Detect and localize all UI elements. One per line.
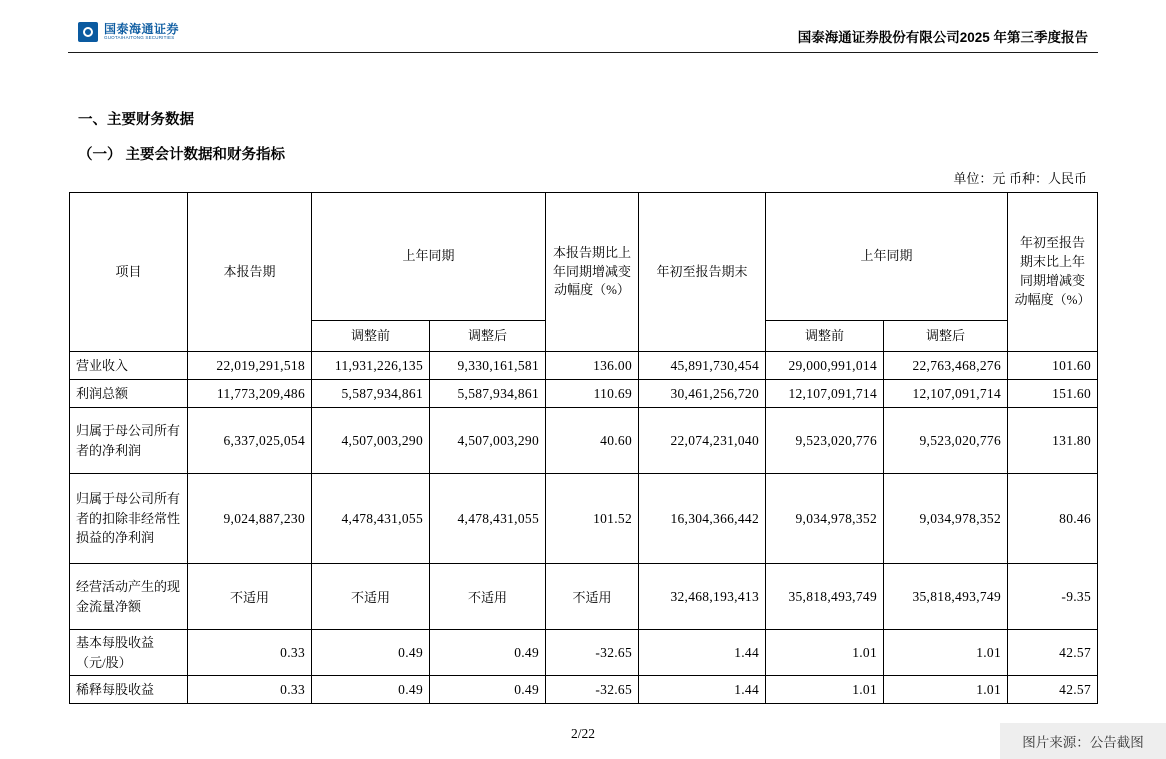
cell-change-quarter: 110.69 <box>546 380 639 408</box>
logo-mark-icon <box>78 22 98 42</box>
company-logo <box>78 22 179 42</box>
cell-prior-ytd-before-adj: 29,000,991,014 <box>766 352 884 380</box>
row-label: 基本每股收益（元/股） <box>70 630 188 676</box>
cell-prior-ytd-before-adj: 1.01 <box>766 676 884 704</box>
col-subheader-after-adjustment-2: 调整后 <box>884 321 1008 352</box>
cell-prior-after-adj: 9,330,161,581 <box>430 352 546 380</box>
table-row <box>70 352 1098 380</box>
cell-prior-after-adj: 4,507,003,290 <box>430 408 546 474</box>
cell-prior-ytd-after-adj: 9,523,020,776 <box>884 408 1008 474</box>
col-subheader-before-adjustment-2: 调整前 <box>766 321 884 352</box>
cell-prior-after-adj: 不适用 <box>430 564 546 630</box>
cell-current-period: 11,773,209,486 <box>188 380 312 408</box>
cell-prior-ytd-after-adj: 35,818,493,749 <box>884 564 1008 630</box>
cell-prior-before-adj: 0.49 <box>312 676 430 704</box>
cell-prior-before-adj: 11,931,226,135 <box>312 352 430 380</box>
cell-prior-ytd-before-adj: 35,818,493,749 <box>766 564 884 630</box>
cell-ytd: 32,468,193,413 <box>639 564 766 630</box>
col-header-prior-period: 上年同期 <box>312 193 546 321</box>
table-row <box>70 380 1098 408</box>
cell-change-ytd: -9.35 <box>1008 564 1098 630</box>
row-label: 稀释每股收益 <box>70 676 188 704</box>
cell-prior-before-adj: 不适用 <box>312 564 430 630</box>
cell-prior-after-adj: 0.49 <box>430 630 546 676</box>
cell-prior-ytd-after-adj: 12,107,091,714 <box>884 380 1008 408</box>
table-row <box>70 676 1098 704</box>
cell-change-ytd: 42.57 <box>1008 630 1098 676</box>
logo-company-name-cn: 国泰海通证券 <box>104 22 180 37</box>
header-divider <box>68 52 1098 53</box>
subsection-heading: （一） 主要会计数据和财务指标 <box>78 147 286 163</box>
image-source-watermark: 图片来源：公告截图 <box>1000 723 1166 759</box>
logo-text <box>104 23 179 40</box>
table-header-row-main <box>70 193 1098 321</box>
cell-prior-ytd-after-adj: 9,034,978,352 <box>884 474 1008 564</box>
cell-change-ytd: 42.57 <box>1008 676 1098 704</box>
cell-prior-ytd-before-adj: 9,034,978,352 <box>766 474 884 564</box>
col-subheader-before-adjustment: 调整前 <box>312 321 430 352</box>
cell-change-quarter: 40.60 <box>546 408 639 474</box>
cell-ytd: 45,891,730,454 <box>639 352 766 380</box>
col-header-change-quarter: 本报告期比上年同期增减变动幅度（%） <box>546 193 639 352</box>
row-label: 经营活动产生的现金流量净额 <box>70 564 188 630</box>
cell-ytd: 1.44 <box>639 676 766 704</box>
cell-prior-before-adj: 0.49 <box>312 630 430 676</box>
cell-current-period: 不适用 <box>188 564 312 630</box>
cell-current-period: 9,024,887,230 <box>188 474 312 564</box>
financial-data-table <box>69 192 1098 704</box>
table-row <box>70 408 1098 474</box>
cell-prior-ytd-after-adj: 1.01 <box>884 630 1008 676</box>
cell-current-period: 22,019,291,518 <box>188 352 312 380</box>
row-label: 归属于母公司所有者的扣除非经常性损益的净利润 <box>70 474 188 564</box>
cell-change-ytd: 151.60 <box>1008 380 1098 408</box>
cell-current-period: 6,337,025,054 <box>188 408 312 474</box>
table-row <box>70 474 1098 564</box>
cell-change-quarter: -32.65 <box>546 676 639 704</box>
cell-prior-after-adj: 5,587,934,861 <box>430 380 546 408</box>
cell-ytd: 16,304,366,442 <box>639 474 766 564</box>
page-header <box>0 0 1166 58</box>
cell-prior-before-adj: 5,587,934,861 <box>312 380 430 408</box>
row-label: 归属于母公司所有者的净利润 <box>70 408 188 474</box>
logo-company-name-en: GUOTAIHAITONG SECURITIES <box>104 34 175 40</box>
unit-currency-note: 单位：元 币种：人民币 <box>953 171 1087 186</box>
col-header-current-period: 本报告期 <box>188 193 312 352</box>
row-label: 利润总额 <box>70 380 188 408</box>
cell-ytd: 30,461,256,720 <box>639 380 766 408</box>
cell-current-period: 0.33 <box>188 676 312 704</box>
cell-prior-ytd-after-adj: 1.01 <box>884 676 1008 704</box>
cell-change-ytd: 131.80 <box>1008 408 1098 474</box>
cell-prior-ytd-before-adj: 9,523,020,776 <box>766 408 884 474</box>
cell-prior-ytd-before-adj: 12,107,091,714 <box>766 380 884 408</box>
report-title: 国泰海通证券股份有限公司2025 年第三季度报告 <box>797 30 1088 45</box>
row-label: 营业收入 <box>70 352 188 380</box>
cell-change-quarter: -32.65 <box>546 630 639 676</box>
cell-prior-ytd-before-adj: 1.01 <box>766 630 884 676</box>
table-row <box>70 564 1098 630</box>
cell-prior-after-adj: 4,478,431,055 <box>430 474 546 564</box>
col-header-ytd: 年初至报告期末 <box>639 193 766 352</box>
col-subheader-after-adjustment: 调整后 <box>430 321 546 352</box>
cell-prior-before-adj: 4,478,431,055 <box>312 474 430 564</box>
cell-change-ytd: 101.60 <box>1008 352 1098 380</box>
cell-ytd: 22,074,231,040 <box>639 408 766 474</box>
section-heading: 一、主要财务数据 <box>78 112 194 128</box>
cell-prior-before-adj: 4,507,003,290 <box>312 408 430 474</box>
col-header-change-ytd: 年初至报告期末比上年同期增减变动幅度（%） <box>1008 193 1098 352</box>
table-row <box>70 630 1098 676</box>
cell-ytd: 1.44 <box>639 630 766 676</box>
cell-change-quarter: 不适用 <box>546 564 639 630</box>
col-header-prior-ytd: 上年同期 <box>766 193 1008 321</box>
cell-current-period: 0.33 <box>188 630 312 676</box>
page-number: 2/22 <box>570 726 595 741</box>
cell-prior-ytd-after-adj: 22,763,468,276 <box>884 352 1008 380</box>
cell-change-quarter: 136.00 <box>546 352 639 380</box>
table-body <box>70 352 1098 704</box>
cell-prior-after-adj: 0.49 <box>430 676 546 704</box>
cell-change-ytd: 80.46 <box>1008 474 1098 564</box>
col-header-item: 项目 <box>70 193 188 352</box>
cell-change-quarter: 101.52 <box>546 474 639 564</box>
